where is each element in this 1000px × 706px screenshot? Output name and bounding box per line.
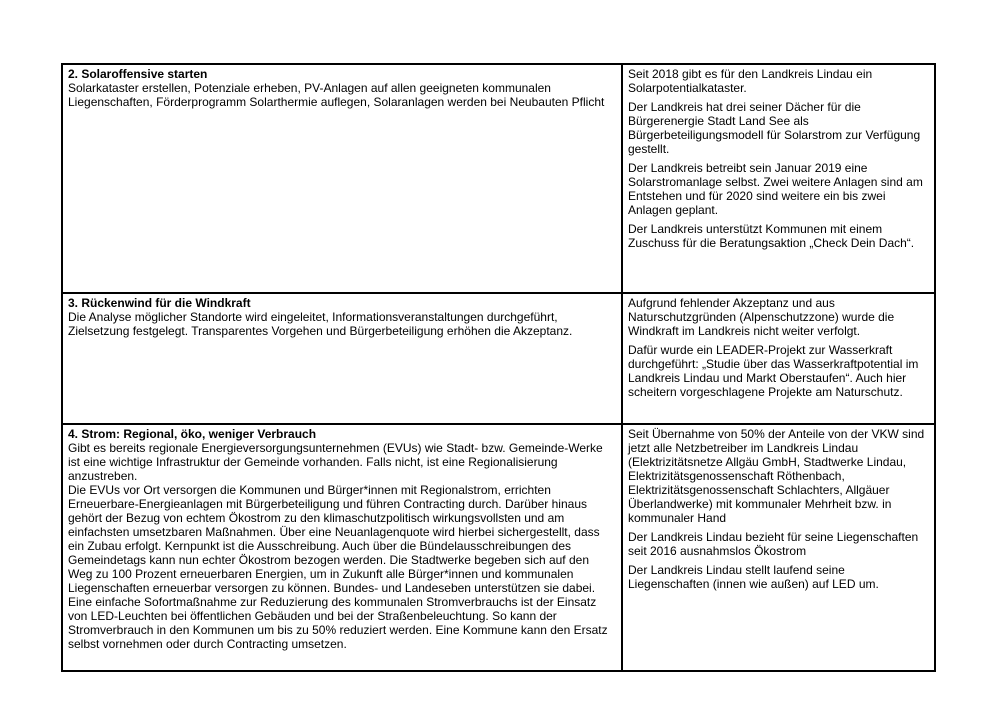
measure-text: Gibt es bereits regionale Energieversorgungsunternehmen (EVUs) wie Stadt- bzw. Gemeinde-Werke ist eine wichtige Infrastruktur der Gemeinde vorhanden. Falls nicht, ist eine Regionalisierung anzustreben.: [68, 441, 603, 483]
status-paragraph: Seit 2018 gibt es für den Landkreis Lindau ein Solarpotentialkataster.: [628, 67, 873, 95]
measure-cell-strom: [63, 425, 623, 670]
measure-heading: 2. Solaroffensive starten: [68, 67, 208, 81]
measure-cell-windkraft: [63, 294, 623, 425]
status-cell-strom: [623, 425, 934, 670]
status-paragraph: Seit Übernahme von 50% der Anteile von der VKW sind jetzt alle Netzbetreiber im Landkreis Lindau (Elektrizitätsnetze Allgäu GmbH, Stadtwerke Lindau, Elektrizitätsgenossenschaft Röthenbach, Elektrizitätsgenossenschaft Schlachters, Allgäuer Überlandwerke) mit kommunaler Mehrheit bzw. in kommunaler Hand: [628, 427, 925, 525]
measure-heading: 3. Rückenwind für die Windkraft: [68, 296, 251, 310]
status-paragraph: Aufgrund fehlender Akzeptanz und aus Naturschutzgründen (Alpenschutzzone) wurde die Windkraft im Landkreis nicht weiter verfolgt.: [628, 296, 895, 338]
measure-text: Solarkataster erstellen, Potenziale erheben, PV-Anlagen auf allen geeigneten kommunalen Liegenschaften, Förderprogramm Solarthermie auflegen, Solaranlagen werden bei Neubauten Pflicht: [68, 81, 605, 109]
status-paragraph: Der Landkreis Lindau stellt laufend seine Liegenschaften (innen wie außen) auf LED um.: [628, 563, 879, 591]
status-paragraph: Der Landkreis betreibt sein Januar 2019 eine Solarstromanlage selbst. Zwei weitere Anlagen sind am Entstehen und für 2020 sind weitere ein bis zwei Anlagen geplant.: [628, 161, 923, 217]
status-paragraph: Der Landkreis unterstützt Kommunen mit einem Zuschuss für die Beratungsaktion „Check Dein Dach“.: [628, 222, 915, 250]
measure-cell-solaroffensive: [63, 65, 623, 294]
measures-status-table: [61, 63, 936, 672]
status-cell-windkraft: [623, 294, 934, 425]
status-paragraph: Dafür wurde ein LEADER-Projekt zur Wasserkraft durchgeführt: „Studie über das Wasserkraftpotential im Landkreis Lindau und Markt Oberstaufen“. Auch hier scheitern vorgeschlagene Projekte am Naturschutz.: [628, 343, 919, 399]
status-cell-solaroffensive: [623, 65, 934, 294]
status-paragraph: Der Landkreis Lindau bezieht für seine Liegenschaften seit 2016 ausnahmslos Ökostrom: [628, 530, 919, 558]
measure-text: Die Analyse möglicher Standorte wird eingeleitet, Informationsveranstaltungen durchgeführt, Zielsetzung festgelegt. Transparentes Vorgehen und Bürgerbeteiligung erhöhen die Akzeptanz.: [68, 310, 573, 338]
measure-heading: 4. Strom: Regional, öko, weniger Verbrauch: [68, 427, 317, 441]
status-paragraph: Der Landkreis hat drei seiner Dächer für die Bürgerenergie Stadt Land See als Bürgerbeteiligungsmodell für Solarstrom zur Verfügung gestellt.: [628, 100, 921, 156]
measure-text: Die EVUs vor Ort versorgen die Kommunen und Bürger*innen mit Regionalstrom, errichten Erneuerbare-Energieanlagen mit Bürgerbeteiligung und führen Contracting durch. Darüber hinaus gehört der Bezug von echtem Ökostrom zu den klimaschutzpolitisch wirkungsvollsten und am einfachsten umsetzbaren Maßnahmen. Über eine Neuanlagenquote wird hierbei sichergestellt, dass ein Zubau erfolgt. Kernpunkt ist die Ausschreibung. Auch über die Bündelausschreibungen des Gemeindetags kann nun echter Ökostrom bezogen werden. Die Stadtwerke begeben sich auf den Weg zu 100 Prozent erneuerbaren Energien, um in Zukunft alle Bürger*innen und kommunalen Liegenschaften erneuerbar versorgen zu können. Bundes- und Landeseben unterstützen sie dabei. Eine einfache Sofortmaßnahme zur Reduzierung des kommunalen Stromverbrauchs ist der Einsatz von LED-Leuchten bei öffentlichen Gebäuden und bei der Straßenbeleuchtung. So kann der Stromverbrauch in den Kommunen um bis zu 50% reduziert werden. Eine Kommune kann den Ersatz selbst vornehmen oder durch Contracting umsetzen.: [68, 483, 608, 651]
